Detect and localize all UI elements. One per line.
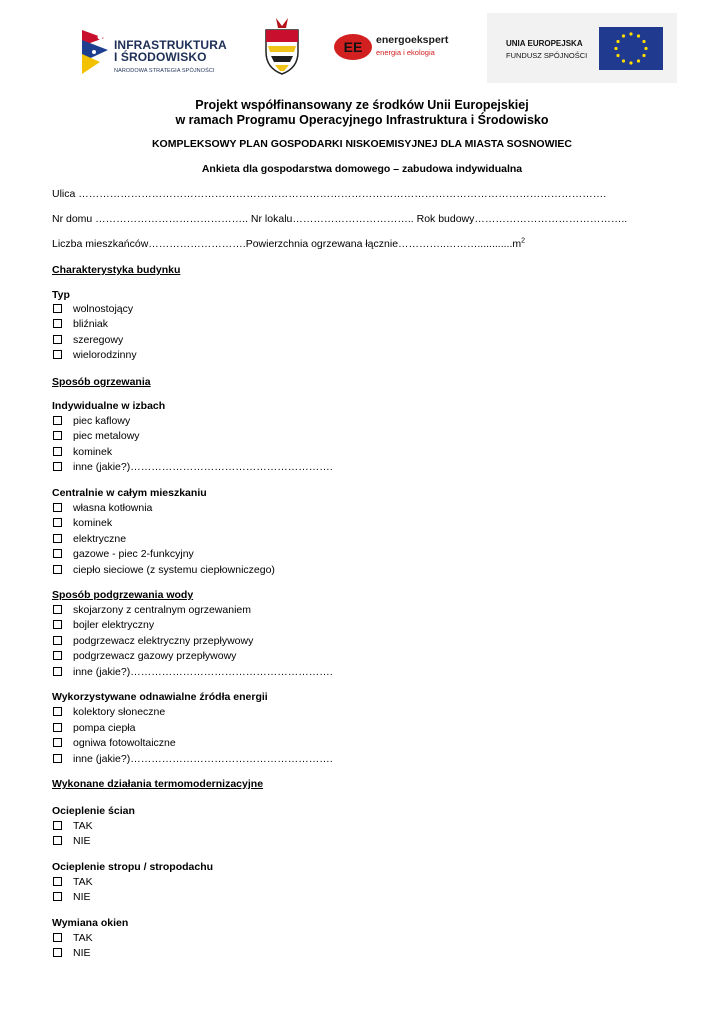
group-typ-label: Typ — [52, 289, 70, 301]
eu-logo — [487, 13, 677, 83]
eu-flag-icon — [599, 27, 663, 70]
checkbox-icon[interactable] — [53, 754, 62, 763]
group-roof-label: Ocieplenie stropu / stropodachu — [52, 861, 214, 873]
checkbox-icon[interactable] — [53, 605, 62, 614]
checkbox-icon[interactable] — [53, 821, 62, 830]
title-line2: w ramach Programu Operacyjnego Infrastruktura i Środowisko — [175, 113, 549, 127]
option-label: wolnostojący — [73, 303, 134, 315]
option-label: TAK — [73, 876, 93, 888]
checkbox-icon[interactable] — [53, 620, 62, 629]
option-label: NIE — [73, 947, 91, 959]
option-label: NIE — [73, 835, 91, 847]
ee-oval-icon — [333, 32, 373, 62]
option-label: elektryczne — [73, 533, 127, 545]
checkbox-icon[interactable] — [53, 948, 62, 957]
plan-title: KOMPLEKSOWY PLAN GOSPODARKI NISKOEMISYJNEJ DLA MIASTA SOSNOWIEC — [151, 138, 573, 150]
infrastruktura-logo — [78, 28, 238, 76]
checkbox-icon[interactable] — [53, 518, 62, 527]
title-line1: Projekt współfinansowany ze środków Unii Europejskiej — [195, 98, 529, 112]
option-label: piec metalowy — [73, 430, 140, 442]
group-individual-label: Indywidualne w izbach — [52, 400, 166, 412]
infra-subline: NARODOWA STRATEGIA SPÓJNOŚCI — [114, 68, 215, 74]
survey-title: Ankieta dla gospodarstwa domowego – zabudowa indywidualna — [201, 163, 523, 175]
section-building: Charakterystyka budynku — [52, 264, 181, 276]
checkbox-icon[interactable] — [53, 892, 62, 901]
residents-area-text: Liczba mieszkańców……………………….Powierzchnia ogrzewana łącznie…………..………............m — [52, 238, 522, 250]
checkbox-icon[interactable] — [53, 738, 62, 747]
option-label: pompa ciepła — [73, 722, 136, 734]
sosnowiec-crest — [262, 16, 302, 76]
option-label: skojarzony z centralnym ogrzewaniem — [73, 604, 251, 616]
checkbox-icon[interactable] — [53, 707, 62, 716]
residents-area-field[interactable] — [52, 238, 525, 250]
option-label: inne (jakie?)…………………………………………………. — [73, 753, 333, 765]
section-modernization: Wykonane działania termomodernizacyjne — [52, 778, 264, 790]
checkbox-icon[interactable] — [53, 667, 62, 676]
option-label: kominek — [73, 517, 113, 529]
energoekspert-tagline: energia i ekologia — [376, 48, 435, 57]
option-label: bliźniak — [73, 318, 109, 330]
logo-bar — [0, 0, 724, 100]
option-label: podgrzewacz gazowy przepływowy — [73, 650, 237, 662]
checkbox-icon[interactable] — [53, 431, 62, 440]
checkbox-icon[interactable] — [53, 565, 62, 574]
checkbox-icon[interactable] — [53, 549, 62, 558]
option-label: TAK — [73, 932, 93, 944]
checkbox-icon[interactable] — [53, 723, 62, 732]
checkbox-icon[interactable] — [53, 836, 62, 845]
group-windows-label: Wymiana okien — [52, 917, 129, 929]
checkbox-icon[interactable] — [53, 304, 62, 313]
checkbox-icon[interactable] — [53, 462, 62, 471]
energoekspert-logo — [333, 32, 473, 64]
option-label: inne (jakie?)…………………………………………………. — [73, 666, 333, 678]
infrastruktura-emblem-icon — [78, 28, 112, 76]
option-label: podgrzewacz elektryczny przepływowy — [73, 635, 254, 647]
section-heating: Sposób ogrzewania — [52, 376, 151, 388]
house-lot-year-field[interactable]: Nr domu …………………………………….. Nr lokalu…………………………….. Rok budowy…………………………………….. — [52, 213, 628, 225]
option-label: NIE — [73, 891, 91, 903]
checkbox-icon[interactable] — [53, 636, 62, 645]
checkbox-icon[interactable] — [53, 319, 62, 328]
option-label: wielorodzinny — [73, 349, 137, 361]
option-label: szeregowy — [73, 334, 124, 346]
checkbox-icon[interactable] — [53, 335, 62, 344]
checkbox-icon[interactable] — [53, 447, 62, 456]
energoekspert-name: energoekspert — [376, 34, 449, 46]
option-label: kominek — [73, 446, 113, 458]
checkbox-icon[interactable] — [53, 651, 62, 660]
street-field[interactable]: Ulica ……………………………………………………………………………………………………………………………………. — [52, 188, 607, 200]
eu-line1: UNIA EUROPEJSKA — [506, 39, 583, 48]
option-label: TAK — [73, 820, 93, 832]
group-central-label: Centralnie w całym mieszkaniu — [52, 487, 207, 499]
checkbox-icon[interactable] — [53, 534, 62, 543]
group-renewable-label: Wykorzystywane odnawialne źródła energii — [52, 691, 268, 703]
area-unit-superscript: 2 — [521, 237, 526, 245]
option-label: ogniwa fotowoltaiczne — [73, 737, 176, 749]
checkbox-icon[interactable] — [53, 350, 62, 359]
option-label: piec kaflowy — [73, 415, 131, 427]
option-label: gazowe - piec 2-funkcyjny — [73, 548, 194, 560]
checkbox-icon[interactable] — [53, 503, 62, 512]
ee-mark: EE — [343, 39, 363, 55]
section-water: Sposób podgrzewania wody — [52, 589, 194, 601]
option-label: ciepło sieciowe (z systemu ciepłowniczego) — [73, 564, 275, 576]
city-crest-icon — [262, 16, 302, 76]
checkbox-icon[interactable] — [53, 416, 62, 425]
option-label: bojler elektryczny — [73, 619, 155, 631]
checkbox-icon[interactable] — [53, 933, 62, 942]
checkbox-icon[interactable] — [53, 877, 62, 886]
eu-line2: FUNDUSZ SPÓJNOŚCI — [506, 51, 588, 60]
infra-line1: INFRASTRUKTURA — [114, 38, 227, 52]
group-walls-label: Ocieplenie ścian — [52, 805, 135, 817]
option-label: kolektory słoneczne — [73, 706, 166, 718]
option-label: własna kotłownia — [73, 502, 153, 514]
option-label: inne (jakie?)…………………………………………………. — [73, 461, 333, 473]
infra-line2: I ŚRODOWISKO — [114, 50, 207, 64]
